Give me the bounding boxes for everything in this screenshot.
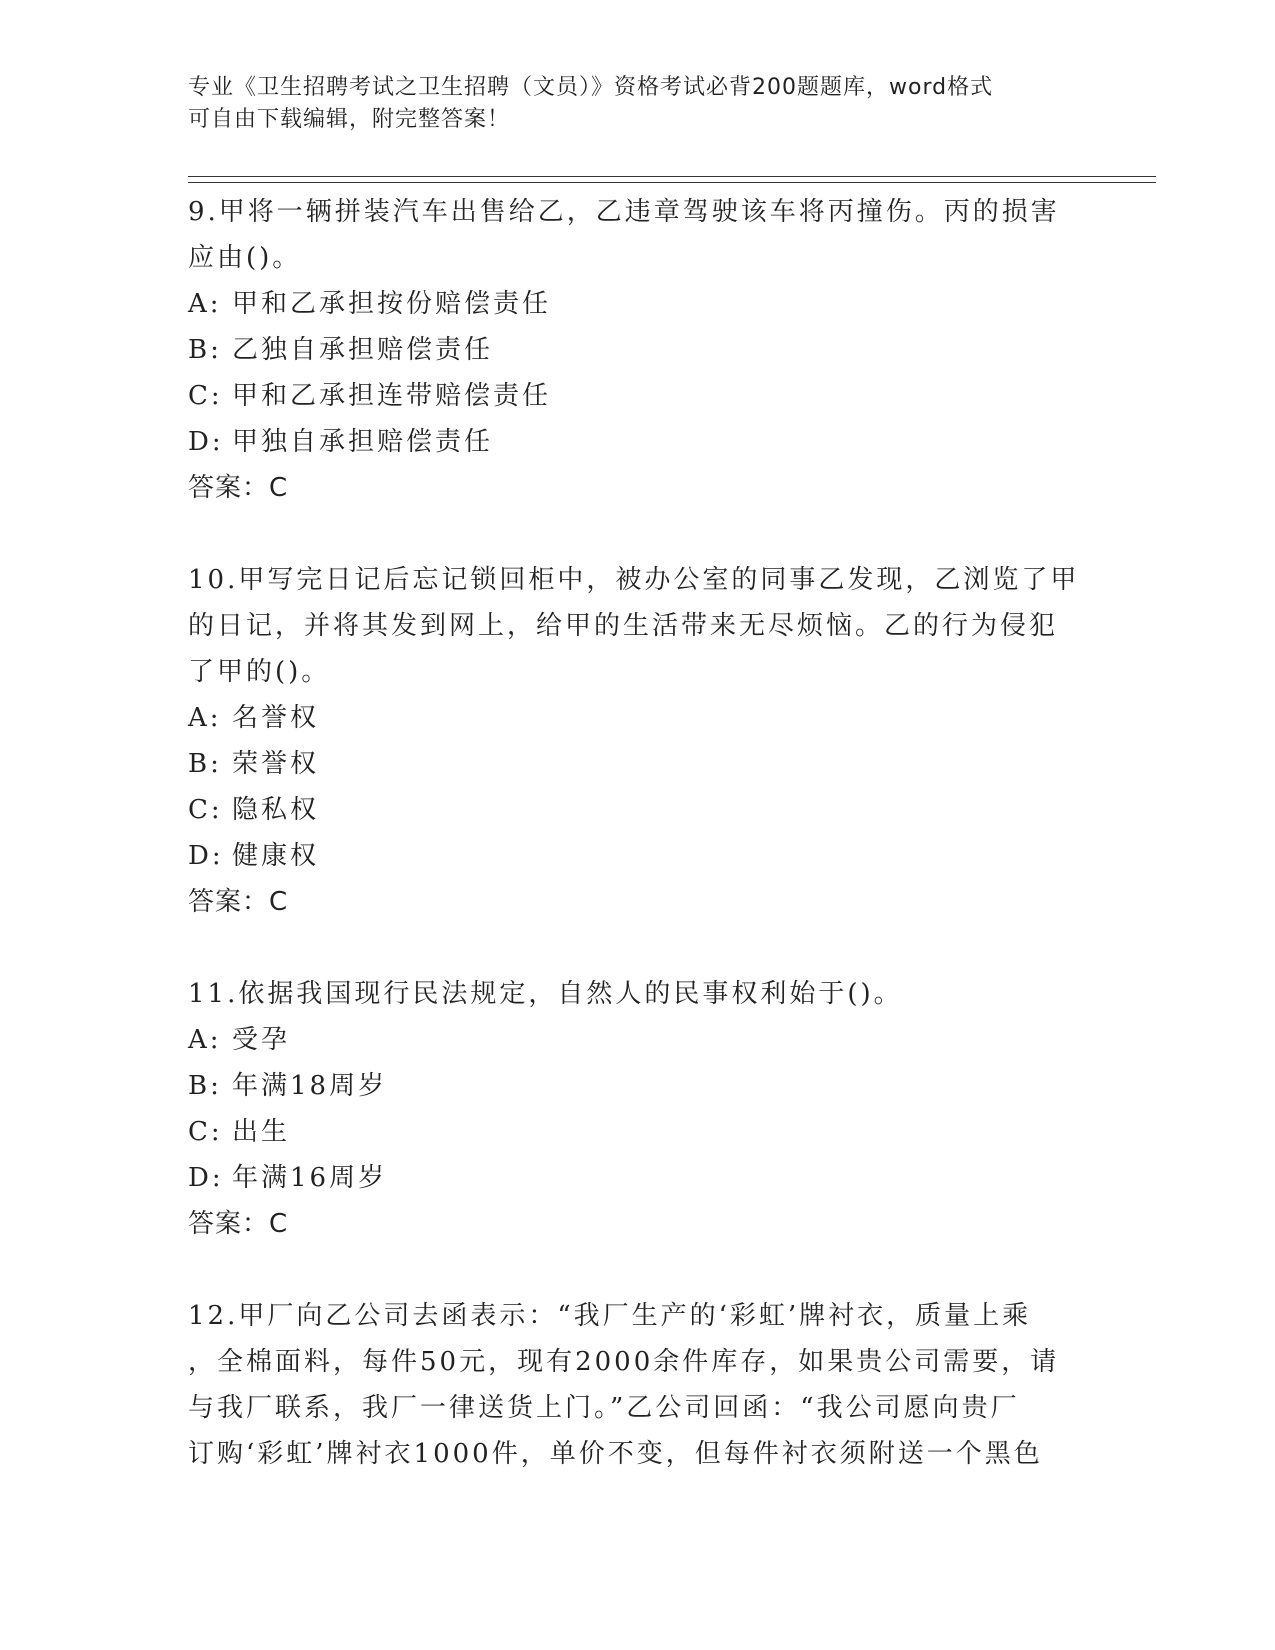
question-stem-line: 订购‘彩虹’牌衬衣1000件，单价不变，但每件衬衣须附送一个黑色: [188, 1439, 1043, 1469]
option-d: [188, 833, 1088, 879]
question-spacer: [188, 925, 1088, 971]
question-stem-line: 10.甲写完日记后忘记锁回柜中，被办公室的同事乙发现，乙浏览了甲: [188, 565, 1080, 595]
option-key: B:: [188, 335, 222, 365]
option-text: 年满18周岁: [232, 1071, 388, 1101]
option-key: A:: [188, 1025, 222, 1055]
option-b: [188, 741, 1088, 787]
question-stem: [188, 557, 1080, 695]
option-key: B:: [188, 1071, 222, 1101]
option-key: C:: [188, 1117, 223, 1147]
question-stem-line: 12.甲厂向乙公司去函表示：“我厂生产的‘彩虹’牌衬衣，质量上乘: [188, 1301, 1032, 1331]
question-spacer: [188, 1247, 1088, 1293]
option-a: [188, 1017, 1088, 1063]
question-stem: [188, 189, 1068, 281]
option-key: D:: [188, 1163, 224, 1193]
question-stem-line: 了甲的()。: [188, 657, 331, 687]
header-divider-top: [188, 176, 1156, 177]
header-line-2: 可自由下载编辑，附完整答案！: [188, 107, 511, 132]
question-list: [188, 189, 1088, 1477]
option-text: 名誉权: [232, 703, 320, 733]
option-c: [188, 373, 1088, 419]
option-d: [188, 419, 1088, 465]
question-spacer: [188, 511, 1088, 557]
question-stem-line: 9.甲将一辆拼装汽车出售给乙，乙违章驾驶该车将丙撞伤。丙的损害: [188, 197, 1060, 227]
question-12: [188, 1293, 1088, 1477]
option-text: 甲和乙承担按份赔偿责任: [232, 289, 552, 319]
option-text: 隐私权: [232, 795, 320, 825]
option-key: B:: [188, 749, 222, 779]
option-c: [188, 787, 1088, 833]
option-text: 年满16周岁: [232, 1163, 388, 1193]
question-10: [188, 557, 1088, 925]
option-text: 健康权: [232, 841, 320, 871]
document-header: [188, 72, 1068, 136]
option-key: C:: [188, 795, 223, 825]
question-9: [188, 189, 1088, 511]
option-text: 甲独自承担赔偿责任: [232, 427, 494, 457]
option-key: C:: [188, 381, 223, 411]
option-a: [188, 281, 1088, 327]
option-d: [188, 1155, 1088, 1201]
header-line-1: 专业《卫生招聘考试之卫生招聘（文员）》资格考试必背200题题库，word格式: [188, 75, 994, 100]
option-text: 出生: [232, 1117, 291, 1147]
option-text: 受孕: [232, 1025, 291, 1055]
question-stem-line: ，全棉面料，每件50元，现有2000余件库存，如果贵公司需要，请: [188, 1347, 1060, 1377]
option-text: 甲和乙承担连带赔偿责任: [232, 381, 552, 411]
answer-label: 答案：C: [188, 887, 289, 917]
question-11: [188, 971, 1088, 1247]
header-divider-bottom: [188, 182, 1156, 183]
option-text: 乙独自承担赔偿责任: [232, 335, 494, 365]
option-b: [188, 1063, 1088, 1109]
option-b: [188, 327, 1088, 373]
option-text: 荣誉权: [232, 749, 320, 779]
option-key: D:: [188, 427, 224, 457]
question-stem-line: 与我厂联系，我厂一律送货上门。”乙公司回函：“我公司愿向贵厂: [188, 1393, 1020, 1423]
answer-label: 答案：C: [188, 473, 289, 503]
question-stem-line: 11.依据我国现行民法规定，自然人的民事权利始于()。: [188, 979, 903, 1009]
option-key: D:: [188, 841, 224, 871]
answer-label: 答案：C: [188, 1209, 289, 1239]
option-c: [188, 1109, 1088, 1155]
question-stem: [188, 971, 1068, 1017]
question-stem-line: 应由()。: [188, 243, 302, 273]
question-stem-line: 的日记，并将其发到网上，给甲的生活带来无尽烦恼。乙的行为侵犯: [188, 611, 1059, 641]
option-key: A:: [188, 289, 222, 319]
question-stem: [188, 1293, 1068, 1477]
option-key: A:: [188, 703, 222, 733]
option-a: [188, 695, 1088, 741]
